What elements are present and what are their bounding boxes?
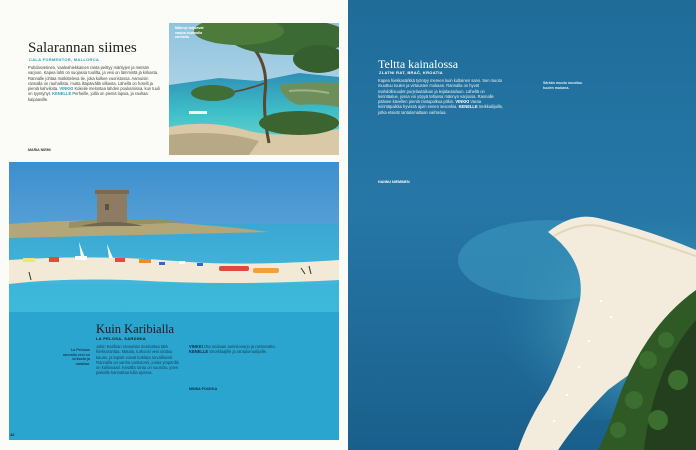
audience-label: KENELLE — [52, 91, 72, 97]
article-body-salarannan — [28, 65, 164, 102]
tip-text: Ota mukaan aurinkovarjo ja rantamatto. — [204, 344, 276, 349]
article-location-cala-formentor: CALA FORMENTOR, MALLORCA — [29, 57, 100, 62]
article-title-kuin-karibialla: Kuin Karibialla — [96, 322, 175, 336]
tip-label: VINKKI — [189, 344, 203, 349]
audience-text: Snorklaajille ja rantalomailijoille. — [209, 349, 268, 355]
author-signature-3: HANNU NIEMINEN — [378, 180, 410, 184]
page-number: 42 — [10, 432, 15, 437]
right-page — [348, 0, 696, 450]
audience-label: KENELLE — [458, 104, 478, 110]
photo-caption-pine-cove: Männyt tarjoavat varjoa kuumalla rannalla. — [175, 26, 204, 40]
audience-text: Seikkailijoille, jotka etsivät rantalomaltaan vaihtelua. — [378, 104, 504, 115]
tip-text: Kokeile melontaa lahden poukamissa, kun tuuli on tyyntynyt. — [28, 86, 160, 97]
body-paragraph: Puhdasvetinen, vaaleahiekkainen ranta peittyy mäntyjen ja metsän varjoon. Kapea lahti on suojassa tuulilta, ja vesi on lämmintä ja kirkasta. Rannalle johtaa mutkitteleva tie, joka kulkee vuoristossa. Aamuisin rannalla on rauhallista, mutta iltapäivällä vilkasta. Lähellä on hotelli ja pieniä kahviloita. — [28, 65, 159, 91]
tip-text: Varaa leirintäpaikka hyvissä ajoin ennen sesonkia. — [378, 99, 482, 110]
body-paragraph: Kapea hiekkasärkkä työntyy mereen kuin kultainen sarvi. Sen muoto muuttuu tuulen ja virtausten mukaan. Rannalla on hyvät mahdollisuudet purjelautailuun ja leijalautailuun. Lähellä on leirintäalue, jossa voi yöpyä teltassa männyn varjossa. Rannalle pääsee kävellen pientä rantapolkua pitkin. — [378, 78, 503, 105]
author-signature-2: MINNA POUKKA — [189, 387, 218, 391]
tip-label: VINKKI — [59, 86, 74, 91]
article-body-teltta — [378, 78, 506, 115]
article-body-col2 — [189, 344, 285, 355]
article-body-col1: Jokin Karibian rannoista muistuttaa tätä hiekkarantaa. Matala, turkoosi vesi ulottuu kauas, ja lapset voivat kahlata turvallisesti. Rannalla on vanha vartiotorni, jonka ympärillä on kalliosaari. Kesällä ranta on suosittu, joten paikalle kannattaa tulla ajoissa. — [96, 344, 179, 376]
photo-pine-cove-illustration — [169, 23, 339, 155]
article-title-teltta: Teltta kainalossa — [378, 57, 459, 71]
audience-label: KENELLE — [189, 349, 209, 355]
tip-label: VINKKI — [455, 99, 470, 105]
photo-caption-la-pelosa: La Pelosan rannalla vesi on kirkasta ja matalaa. — [62, 348, 90, 366]
photo-caption-zlatni-rat: Särkän muoto muuttuu tuulen mukana. — [543, 81, 583, 90]
audience-text: Perheille, joilla on pieniä lapsia, ja rauhaa kaipaaville. — [28, 91, 148, 102]
article-title-salarannan: Salarannan siimes — [28, 40, 137, 56]
photo-pine-cove — [169, 23, 339, 155]
article-location-la-pelosa: LA PELOSA, SARDINIA — [96, 336, 146, 341]
article-location-zlatni-rat: ZLATNI RAT, BRAČ, KROATIA — [379, 70, 443, 75]
author-signature: MARIA NIEMI — [28, 148, 51, 152]
photo-la-pelosa-illustration — [9, 162, 339, 440]
photo-la-pelosa-beach — [9, 162, 339, 440]
